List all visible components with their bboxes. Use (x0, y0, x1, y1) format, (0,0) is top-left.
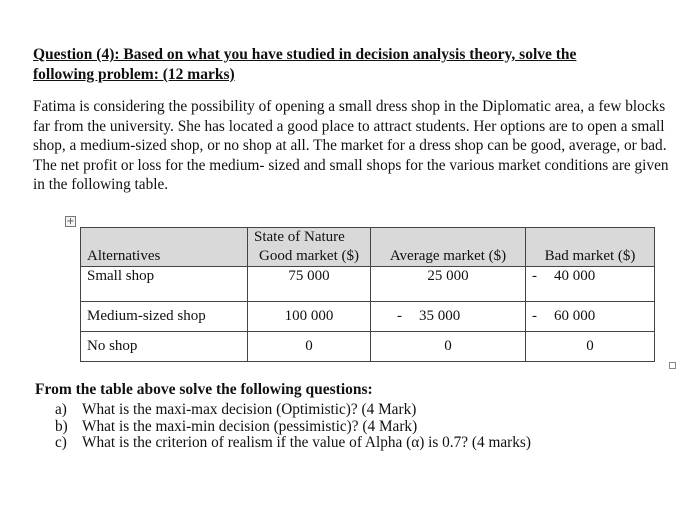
problem-paragraph: Fatima is considering the possibility of opening a small dress shop in the Diplomatic area, a few blocks far from the university. She has located a good place to attract students. Her options are to open a small shop, a medium-sized shop, or no shop at all. The market for a dress shop can be good, average, or bad. The net profit or loss for the medium- sized and small shops for the various market conditions are given in the following table. (33, 98, 669, 194)
header-bad-market: Bad market ($) (526, 247, 655, 267)
question-heading (33, 45, 673, 85)
decision-table (80, 227, 655, 362)
bad-value: 40 000 (554, 268, 596, 284)
header-good-market: Good market ($) (248, 247, 371, 267)
average-value: 0 (371, 332, 526, 362)
table-header-row-1 (81, 228, 655, 248)
negative-sign: - (532, 268, 537, 284)
spacer-cell (371, 289, 526, 302)
table-row (81, 302, 655, 332)
header-blank-cell (371, 228, 526, 248)
item-text: What is the maxi-min decision (pessimistic)? (4 Mark) (82, 417, 418, 435)
average-value: 35 000 (419, 308, 461, 324)
item-letter: a) (55, 401, 67, 418)
spacer-cell (526, 289, 655, 302)
good-value: 75 000 (248, 267, 371, 290)
bad-value-cell (526, 302, 655, 332)
item-text: What is the criterion of realism if the value of Alpha (α) is 0.7? (4 marks) (82, 434, 531, 451)
good-value: 0 (248, 332, 371, 362)
list-item (55, 419, 675, 436)
table-row-spacer (81, 289, 655, 302)
list-item (55, 402, 675, 419)
alternative-name: No shop (81, 332, 248, 362)
table-row (81, 267, 655, 290)
bad-value: 60 000 (554, 308, 596, 324)
table-row (81, 332, 655, 362)
bad-value: 0 (526, 332, 655, 362)
list-item (55, 435, 675, 452)
alternative-name: Small shop (81, 267, 248, 290)
questions-list (55, 402, 675, 452)
table-header-row-2 (81, 247, 655, 267)
table-resize-handle[interactable] (669, 362, 676, 369)
average-value: 25 000 (371, 267, 526, 290)
spacer-cell (248, 289, 371, 302)
bad-value-cell (526, 267, 655, 290)
state-of-nature-label: State of Nature (248, 228, 371, 248)
negative-sign: - (532, 308, 537, 324)
average-value-cell (371, 302, 526, 332)
item-text: What is the maxi-max decision (Optimistic)? (4 Mark) (82, 401, 417, 418)
alternative-name: Medium-sized shop (81, 302, 248, 332)
heading-line-1: Question (4): Based on what you have studied in decision analysis theory, solve the (33, 46, 577, 63)
heading-line-2: following problem: (12 marks) (33, 66, 235, 83)
table-move-handle-icon[interactable]: + (66, 216, 75, 227)
item-letter: c) (55, 434, 67, 451)
header-blank-cell (81, 228, 248, 248)
header-alternatives: Alternatives (81, 247, 248, 267)
item-letter: b) (55, 417, 68, 435)
questions-title: From the table above solve the following questions: (35, 381, 373, 398)
spacer-cell (81, 289, 248, 302)
good-value: 100 000 (248, 302, 371, 332)
header-blank-cell (526, 228, 655, 248)
header-average-market: Average market ($) (371, 247, 526, 267)
negative-sign: - (397, 308, 402, 324)
